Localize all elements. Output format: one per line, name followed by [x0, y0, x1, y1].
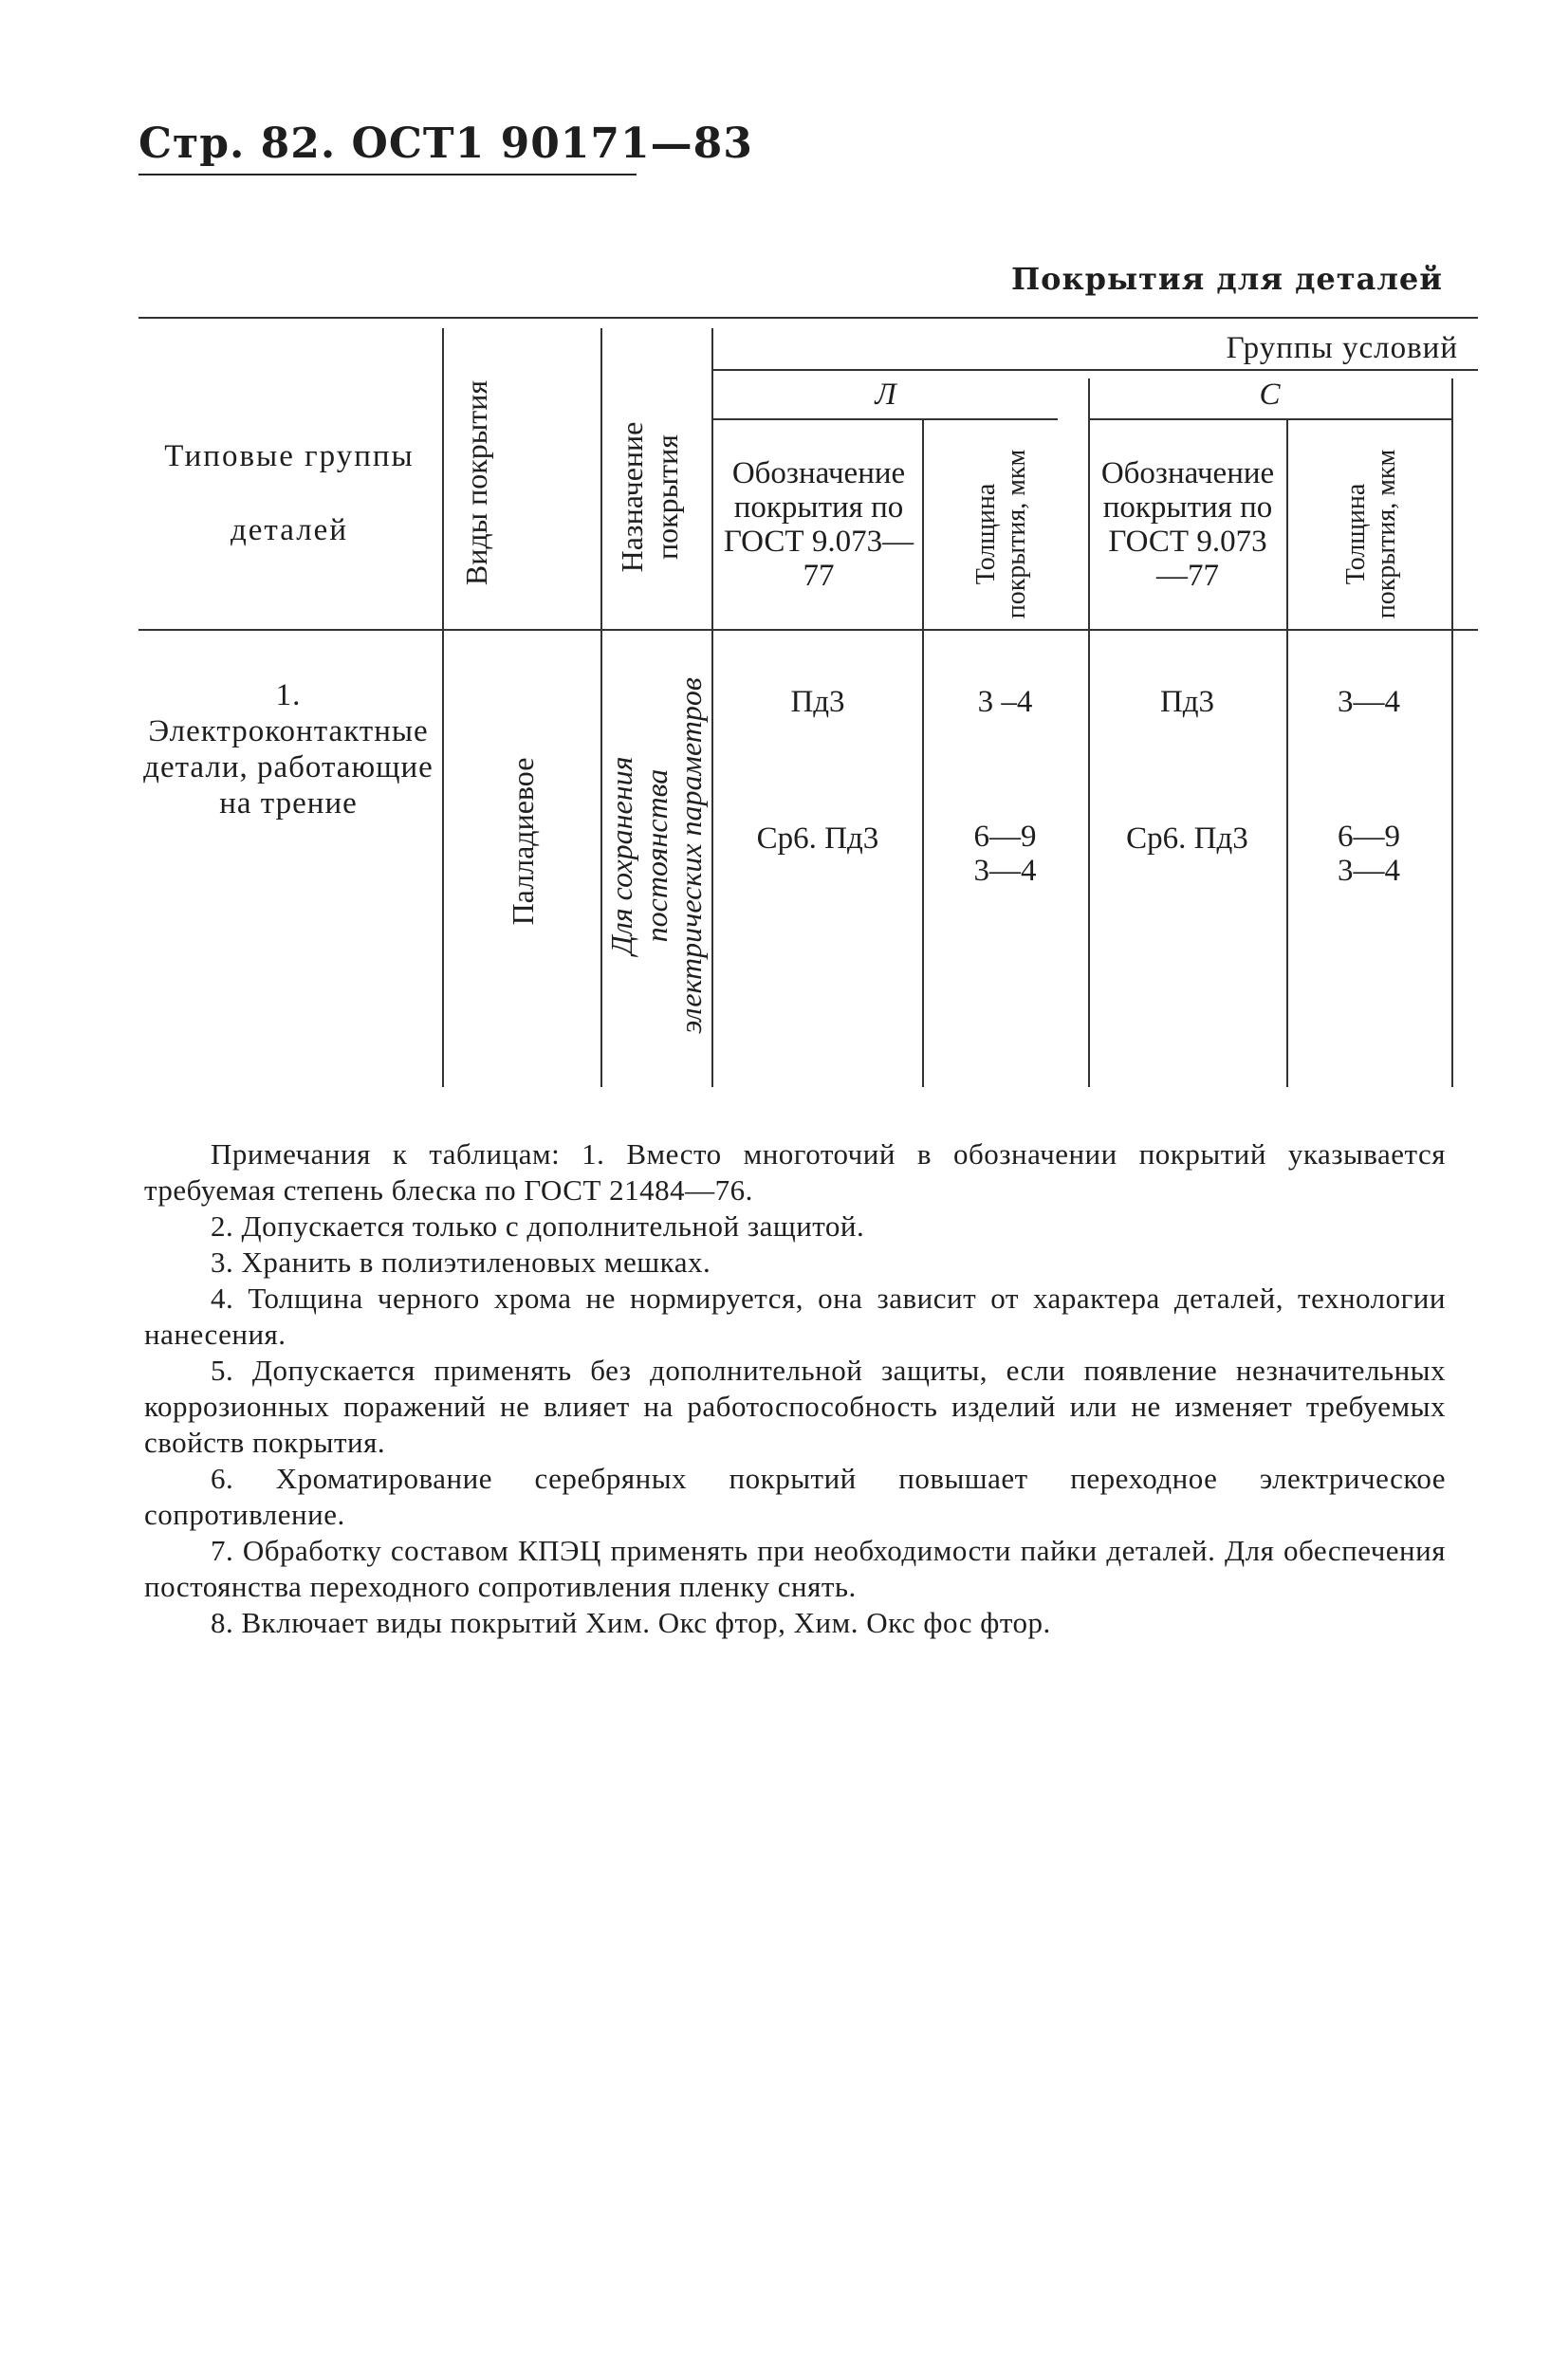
note-6: 6. Хроматирование серебряных покрытий повышает переходное электрическое сопротивление. — [144, 1462, 1446, 1531]
col-divider-6 — [1286, 419, 1288, 1087]
condition-c-divider — [1088, 418, 1451, 420]
header-purpose: Назначение покрытия — [615, 421, 684, 573]
row-l-designation-1: Пд3 — [790, 684, 845, 719]
row-c-designation-1: Пд3 — [1159, 684, 1215, 719]
header-group: Типовые группы деталей — [164, 439, 415, 547]
row-c-thickness-2b: 3—4 — [1338, 853, 1400, 888]
header-l-thickness: Толщина покрытия, мкм — [970, 449, 1031, 619]
row-c-thickness-1: 3—4 — [1338, 684, 1400, 719]
row-c-thickness-2a: 6—9 — [1338, 819, 1400, 854]
condition-l-divider — [713, 418, 1058, 420]
col-divider-7 — [1451, 378, 1453, 1087]
header-l-designation: Обозначение покрытия по ГОСТ 9.073—77 — [723, 455, 914, 593]
row-kind: Палладиевое — [505, 757, 540, 926]
header-c-thickness: Толщина покрытия, мкм — [1340, 449, 1401, 619]
notes — [144, 1136, 1446, 1641]
row-l-designation-2: Ср6. Пд3 — [756, 821, 879, 856]
row-l-thickness-2b: 3—4 — [973, 853, 1037, 888]
header-condition-l: Л — [875, 377, 896, 412]
col-divider-5 — [1088, 378, 1090, 1087]
row-group — [138, 677, 438, 820]
note-1: Примечания к таблицам: 1. Вместо многоточий в обозначении покрытий указывается требуемая степень блеска по ГОСТ 21484—76. — [144, 1137, 1446, 1207]
row-purpose: Для сохранения постоянства электрических параметров — [603, 677, 709, 1034]
note-2: 2. Допускается только с дополнительной защитой. — [211, 1209, 865, 1243]
header-condition-c: С — [1259, 377, 1281, 412]
table-caption: Покрытия для деталей — [1010, 261, 1443, 297]
header-c-designation: Обозначение покрытия по ГОСТ 9.073—77 — [1100, 455, 1275, 593]
header-bottom-border — [138, 629, 1478, 631]
row-c-designation-2: Ср6. Пд3 — [1126, 821, 1248, 856]
note-5: 5. Допускается применять без дополнительной защиты, если появление незначительных коррозионных поражений не влияет на работоспособность изделий или не изменяет требуемых свойств покрытия. — [144, 1354, 1446, 1459]
note-3: 3. Хранить в полиэтиленовых мешках. — [211, 1245, 711, 1279]
conditions-divider — [713, 369, 1478, 371]
header-conditions: Группы условий — [1226, 330, 1458, 365]
header-underline — [138, 174, 637, 175]
header-kind: Виды покрытия — [458, 379, 493, 586]
row-l-thickness-1: 3 –4 — [977, 684, 1033, 719]
row-group-text: 1. Электроконтактные детали, работающие на трение — [143, 678, 434, 821]
col-divider-4 — [922, 419, 924, 1087]
col-divider-1 — [442, 328, 444, 1087]
note-7: 7. Обработку составом КПЭЦ применять при необходимости пайки деталей. Для обеспечения постоянства переходного сопротивления пленку снять. — [144, 1534, 1446, 1603]
page-header: Стр. 82. ОСТ1 90171—83 — [138, 120, 753, 168]
note-8: 8. Включает виды покрытий Хим. Окс фтор, Хим. Окс фос фтор. — [211, 1606, 1051, 1639]
note-4: 4. Толщина черного хрома не нормируется, она зависит от характера деталей, технологии нанесения. — [144, 1282, 1446, 1351]
row-l-thickness-2a: 6—9 — [973, 819, 1037, 854]
table-top-border — [138, 317, 1478, 319]
